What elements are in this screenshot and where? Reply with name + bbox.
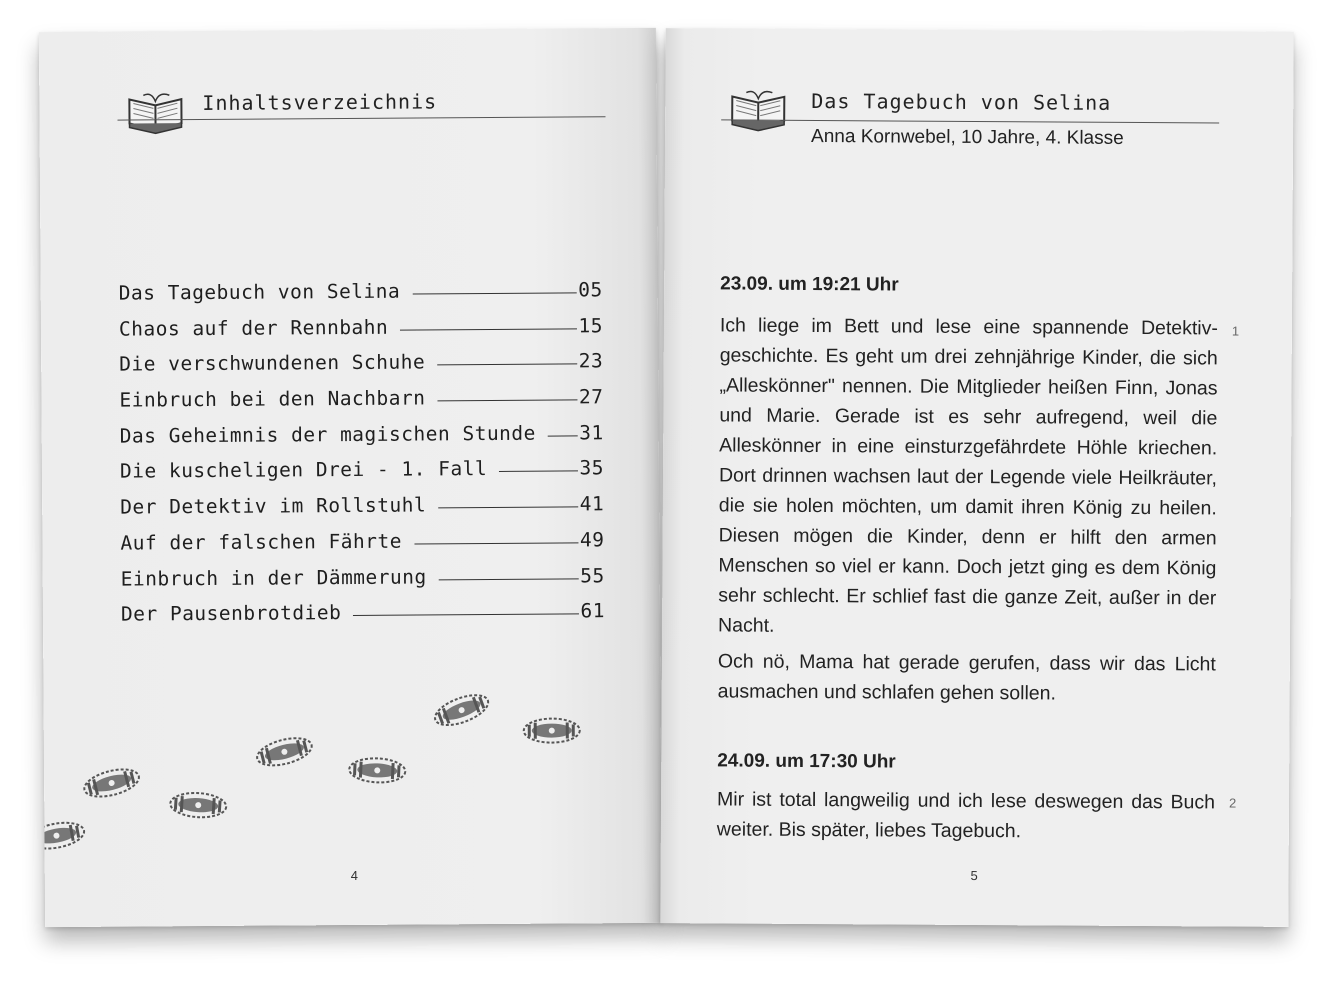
page-title: Inhaltsverzeichnis — [202, 89, 438, 116]
toc-entry[interactable] — [119, 278, 603, 317]
table-of-contents — [119, 278, 605, 638]
toc-entry[interactable] — [121, 599, 605, 638]
toc-leader — [437, 364, 577, 366]
toc-leader — [548, 435, 577, 436]
toc-entry-page: 35 — [579, 456, 605, 480]
toc-leader — [353, 614, 578, 617]
right-page — [660, 28, 1293, 927]
toc-leader — [439, 578, 579, 580]
toc-entry-title: Der Detektiv im Rollstuhl — [120, 493, 427, 519]
toc-entry-title: Der Pausenbrotdieb — [120, 601, 342, 626]
entry-paragraph: Ich liege im Bett und lese eine spannende Detektiv-geschichte. Es geht um drei zehnjährige Kinder, die sich „Alleskönner" nennen. Die Mitglieder heißen Finn, Jonas und Marie. Gerade ist es sehr aufregend, weil die Alleskönner in eine einsturzgefährdete Höhle kriechen. Dort drinnen wachsen laut der Legende viele Heilkräuter, die sie holen möchten, um damit ihren König zu heilen. Diesen mögen die Kinder, denn er hilft den armen Menschen so viel er kann. Doch jetzt ging es dem König sehr schlecht. Er schlief fast die ganze Zeit, außer in der Nacht. — [718, 314, 1218, 637]
toc-leader — [438, 507, 578, 509]
toc-entry-page: 05 — [578, 278, 603, 302]
toc-entry-title: Chaos auf der Rennbahn — [118, 315, 389, 341]
entry-paragraph: Och nö, Mama hat gerade gerufen, dass wir das Licht ausmachen und schlafen gehen sollen. — [717, 650, 1216, 705]
toc-leader — [400, 328, 576, 330]
toc-entry-page: 55 — [580, 563, 605, 587]
toc-entry-title: Die verschwundenen Schuhe — [119, 350, 426, 376]
open-book-icon — [125, 89, 187, 139]
footprints-icon — [43, 678, 644, 882]
toc-entry-page: 31 — [579, 420, 604, 445]
toc-entry-page: 27 — [578, 385, 604, 409]
line-number: 2 — [1228, 795, 1237, 811]
entry-date: 24.09. um 17:30 Uhr — [717, 750, 896, 773]
toc-leader — [437, 399, 577, 401]
line-number: 1 — [1231, 323, 1240, 339]
header-rule — [721, 119, 1219, 123]
toc-entry[interactable] — [120, 421, 604, 460]
entry-text — [718, 310, 1218, 715]
left-page — [39, 28, 662, 927]
toc-entry-page: 15 — [578, 313, 604, 338]
toc-entry-title: Das Tagebuch von Selina — [118, 279, 401, 305]
toc-entry-title: Das Geheimnis der magischen Stunde — [119, 421, 536, 448]
toc-entry[interactable] — [121, 564, 605, 603]
entry-text — [717, 784, 1215, 853]
toc-entry-page: 61 — [580, 599, 606, 623]
toc-entry-title: Auf der falschen Fährte — [120, 529, 403, 555]
toc-entry[interactable] — [120, 528, 604, 567]
toc-entry-page: 41 — [579, 492, 605, 516]
page-number: 5 — [970, 867, 978, 884]
page-subtitle: Anna Kornwebel, 10 Jahre, 4. Klasse — [811, 125, 1124, 149]
open-book-icon — [728, 86, 790, 136]
toc-leader — [499, 471, 577, 473]
toc-leader — [414, 542, 578, 544]
header-rule — [117, 116, 605, 120]
entry-paragraph: Mir ist total langweilig und ich lese deswegen das Buch weiter. Bis später, liebes Tagebuch. — [716, 788, 1216, 843]
page-title: Das Tagebuch von Selina — [811, 88, 1112, 115]
toc-leader — [412, 292, 576, 294]
toc-entry[interactable] — [119, 385, 603, 424]
toc-entry[interactable] — [119, 314, 603, 353]
toc-entry-title: Die kuscheligen Drei - 1. Fall — [119, 457, 488, 484]
toc-entry-page: 23 — [578, 349, 604, 373]
page-number: 4 — [350, 867, 359, 884]
toc-entry[interactable] — [120, 492, 604, 531]
toc-entry[interactable] — [120, 457, 604, 496]
toc-entry-title: Einbruch in der Dämmerung — [120, 564, 427, 591]
toc-entry[interactable] — [119, 350, 603, 389]
entry-date: 23.09. um 19:21 Uhr — [720, 273, 899, 296]
toc-entry-page: 49 — [579, 528, 605, 552]
toc-entry-title: Einbruch bei den Nachbarn — [119, 386, 426, 412]
